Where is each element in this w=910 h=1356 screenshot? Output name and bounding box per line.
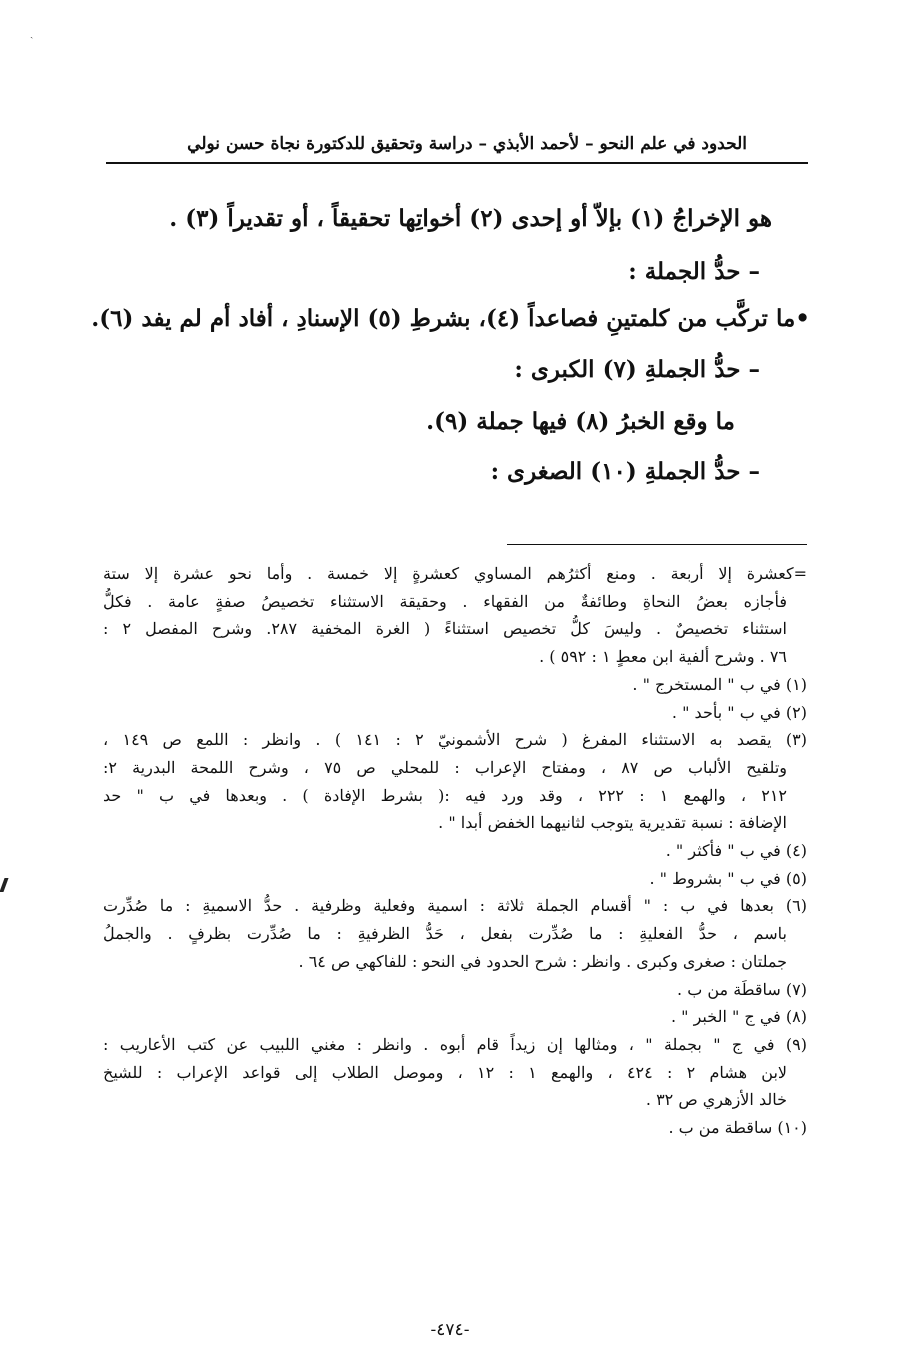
footnote-line: =كعشرة إلا أربعة . ومنع أكثرُهم المساوي كعشرةٍ إلا خمسة . وأما نحو عشرة إلا ستة [103, 564, 807, 583]
footnote-line: (٧) ساقطَة من ب . [677, 979, 807, 999]
footnote-line: وتلقيح الألباب ص ٨٧ ، ومفتاح الإعراب : للمحلي ص ٧٥ ، وشرح اللمحة البدرية ٢: [103, 757, 788, 777]
main-line: •ما تركَّب من كلمتينِ فصاعداً (٤)، بشرطِ (٥) الإسنادِ ، أفاد أم لم يفد (٦). [91, 305, 810, 332]
running-header: الحدود في علم النحو – لأحمد الأبذي – دراسة وتحقيق للدكتورة نجاة حسن نولي [187, 134, 747, 154]
footnote-line: جملتان : صغرى وكبرى . وانظر : شرح الحدود في النحو : للفاكهي ص ٦٤ . [298, 951, 787, 971]
main-line: – حدُّ الجملةِ (٧) الكبرى : [514, 356, 760, 383]
footnote-line: (١) في ب " المستخرج " . [632, 674, 807, 694]
footnote-line: باسم ، حدُّ الفعليةِ : ما صُدِّرت بفعل ، حَدُّ الظرفيةِ : ما صُدِّرت بظرفٍ . والجملُ [103, 924, 787, 944]
main-line: هو الإخراجُ (١) بإلاّ أو إحدى (٢) أخواتِها تحقيقاً ، أو تقديراً (٣) . [169, 205, 772, 232]
footnote-line: ٢١٢ ، والهمع ١ : ٢٢٢ ، وقد ورد فيه :( بشرط الإفادة ) . وبعدها في ب " حد [103, 785, 788, 805]
main-line: – حدُّ الجملة : [628, 258, 760, 285]
header-rule [106, 162, 808, 164]
main-line: ما وقع الخبرُ (٨) فيها جملة (٩). [426, 408, 735, 435]
main-line: – حدُّ الجملةِ (١٠) الصغرى : [490, 458, 760, 485]
footnote-line: الإضافة : نسبة تقديرية يتوجب لثانيهما الخفض أبدا " . [438, 813, 787, 833]
footnote-line: (٢) في ب " بأحد " . [671, 702, 807, 722]
footnote-line: (٥) في ب " بشروط " . [649, 868, 807, 888]
footnote-line: (٩) في ج " بجملة " ، ومثالها إن زيداً قام أبوه . وانظر : مغني اللبيب عن كتب الأعاريب : [103, 1034, 807, 1054]
footnotes [103, 560, 807, 1142]
footnote-rule [507, 544, 807, 545]
footnote-line: ٧٦ . وشرح ألفية ابن معطٍ ١ : ٥٩٢ ) . [539, 647, 787, 667]
footnote-line: (١٠) ساقطة من ب . [668, 1118, 807, 1138]
page-number: -٤٧٤- [430, 1320, 470, 1340]
footnote-line: خالد الأزهري ص ٣٢ . [645, 1090, 787, 1110]
footnote-line: (٦) بعدها في ب : " أقسام الجملة ثلاثة : اسمية وفعلية وظرفية . حدُّ الاسميةِ : ما صُدِّرت [103, 896, 807, 916]
footnote-line: فأجازه بعضُ النحاةِ وطائفةٌ من الفقهاء . وحقيقة الاستثناء تخصيصُ صفةٍ عامة . فكلُّ [103, 591, 787, 611]
footnote-line: استثناء تخصيصٌ . وليسَ كلُّ تخصيص استثناءً ( الغرة المخفية ٢٨٧. وشرح المفصل ٢ : [103, 619, 787, 639]
scan-mark: ˏ [30, 28, 34, 39]
footnote-line: (٤) في ب " فأكثر " . [665, 841, 807, 861]
footnote-line: (٣) يقصد به الاستثناء المفرغ ( شرح الأشمونيّ ٢ : ١٤١ ) . وانظر : اللمع ص ١٤٩ ، [103, 730, 807, 750]
scan-mark [0, 878, 9, 892]
footnote-line: (٨) في ج " الخبر " . [670, 1007, 807, 1027]
footnote-line: لابن هشام ٢ : ٤٢٤ ، والهمع ١ : ١٢ ، وموصل الطلاب إلى قواعد الإعراب : للشيخ [103, 1062, 788, 1082]
